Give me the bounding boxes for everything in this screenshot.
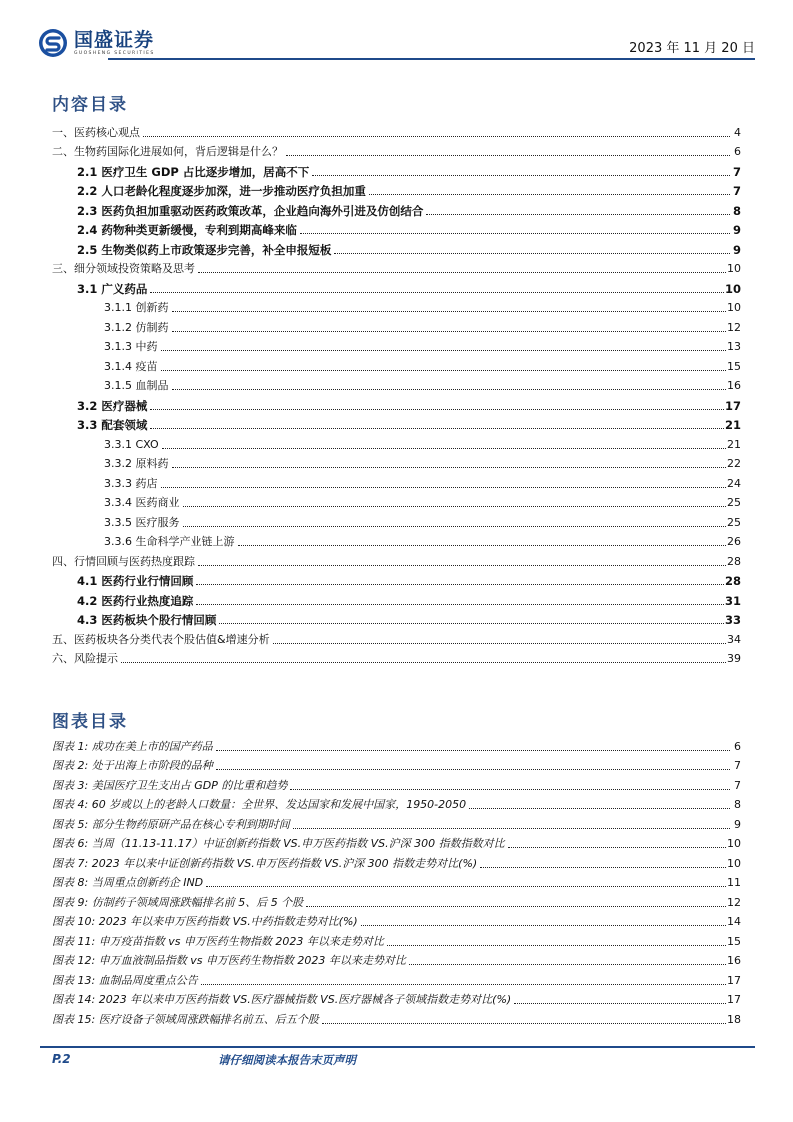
entry-page-number: 16 bbox=[727, 954, 741, 967]
entry-label: 图表 6: 当周（11.13-11.17）中证创新药指数 VS.申万医药指数 VS.沪深 300 指数指数对比 bbox=[52, 837, 505, 850]
entry-page-number: 12 bbox=[727, 895, 741, 909]
entry-page-number: 21 bbox=[724, 418, 741, 432]
dot-leader bbox=[219, 623, 724, 624]
toc-entry[interactable] bbox=[52, 374, 741, 394]
entry-label: 图表 4: 60 岁或以上的老龄人口数量：全世界、发达国家和发展中国家，1950-2050 bbox=[52, 798, 467, 811]
dot-leader bbox=[469, 808, 730, 809]
entry-page-number: 10 bbox=[727, 262, 741, 275]
toc-entry[interactable] bbox=[52, 510, 741, 530]
entry-label: 图表 12: 申万血液制品指数 vs 申万医药生物指数 2023 年以来走势对比 bbox=[52, 954, 406, 967]
dot-leader bbox=[206, 886, 726, 887]
dot-leader bbox=[150, 428, 724, 429]
figure-entry[interactable] bbox=[52, 871, 741, 891]
report-date: 2023 年 11 月 20 日 bbox=[629, 41, 755, 56]
toc-entry[interactable] bbox=[52, 627, 741, 647]
toc-entry[interactable] bbox=[52, 198, 741, 218]
toc-entry[interactable] bbox=[52, 237, 741, 257]
entry-page-number: 33 bbox=[724, 613, 741, 627]
toc-entry[interactable] bbox=[52, 491, 741, 511]
figure-entry[interactable] bbox=[52, 754, 741, 774]
dot-leader bbox=[183, 506, 727, 507]
figure-entry[interactable] bbox=[52, 910, 741, 930]
toc-entry[interactable] bbox=[52, 335, 741, 355]
entry-page-number: 11 bbox=[727, 876, 741, 889]
entry-page-number: 4 bbox=[734, 125, 741, 139]
toc-entry[interactable] bbox=[52, 296, 741, 316]
entry-label: 五、医药板块各分类代表个股估值&增速分析 bbox=[52, 632, 270, 646]
entry-page-number: 7 bbox=[734, 759, 741, 772]
entry-label: 图表 13: 血制品周度重点公告 bbox=[52, 973, 198, 987]
dot-leader bbox=[121, 662, 726, 663]
toc-entry[interactable] bbox=[52, 549, 741, 569]
toc-entry[interactable] bbox=[52, 315, 741, 335]
figure-entry[interactable] bbox=[52, 773, 741, 793]
entry-page-number: 25 bbox=[727, 496, 741, 509]
figure-entry[interactable] bbox=[52, 832, 741, 852]
entry-label: 3.1.5 血制品 bbox=[52, 379, 171, 393]
dot-leader bbox=[172, 311, 727, 312]
figure-entry[interactable] bbox=[52, 890, 741, 910]
toc-entry[interactable] bbox=[52, 354, 741, 374]
entry-page-number: 9 bbox=[732, 223, 741, 237]
dot-leader bbox=[161, 370, 727, 371]
figure-entry[interactable] bbox=[52, 949, 741, 969]
entry-page-number: 25 bbox=[727, 515, 741, 529]
entry-page-number: 17 bbox=[727, 973, 741, 987]
entry-label: 3.1.1 创新药 bbox=[52, 301, 171, 315]
figure-entry[interactable] bbox=[52, 1007, 741, 1027]
entry-label: 3.2 医疗器械 bbox=[52, 399, 149, 413]
entry-page-number: 6 bbox=[734, 145, 741, 158]
dot-leader bbox=[238, 545, 727, 546]
toc-entry[interactable] bbox=[52, 432, 741, 452]
entry-label: 4.1 医药行业行情回顾 bbox=[52, 574, 195, 588]
figure-entry[interactable] bbox=[52, 929, 741, 949]
toc-entry[interactable] bbox=[52, 120, 741, 140]
entry-label: 4.2 医药行业热度追踪 bbox=[52, 594, 195, 608]
entry-label: 二、生物药国际化进展如何，背后逻辑是什么？ bbox=[52, 145, 283, 158]
entry-label: 四、行情回顾与医药热度跟踪 bbox=[52, 554, 195, 568]
toc-entry[interactable] bbox=[52, 179, 741, 199]
toc-entry[interactable] bbox=[52, 257, 741, 277]
dot-leader bbox=[508, 847, 726, 848]
entry-label: 3.1.4 疫苗 bbox=[52, 360, 160, 374]
dot-leader bbox=[198, 565, 726, 566]
entry-page-number: 34 bbox=[727, 632, 741, 646]
figure-entry[interactable] bbox=[52, 988, 741, 1008]
entry-page-number: 31 bbox=[724, 593, 741, 608]
toc-entry[interactable] bbox=[52, 218, 741, 238]
entry-page-number: 24 bbox=[727, 476, 741, 490]
dot-leader bbox=[290, 789, 730, 790]
entry-page-number: 10 bbox=[724, 281, 741, 296]
contents-title: 内容目录 bbox=[52, 95, 128, 115]
figure-entry[interactable] bbox=[52, 812, 741, 832]
logo-chinese-name: 国盛证券 bbox=[74, 29, 155, 51]
entry-label: 图表 5: 部分生物药原研产品在核心专利到期时间 bbox=[52, 817, 290, 831]
entry-page-number: 17 bbox=[727, 993, 741, 1006]
entry-label: 2.1 医疗卫生 GDP 占比逐步增加，居高不下 bbox=[52, 165, 311, 179]
figure-list bbox=[52, 734, 741, 1027]
dot-leader bbox=[172, 331, 727, 332]
entry-label: 图表 15: 医疗设备子领域周涨跌幅排名前五、后五个股 bbox=[52, 1012, 319, 1026]
dot-leader bbox=[293, 828, 730, 829]
entry-page-number: 21 bbox=[727, 437, 741, 451]
entry-page-number: 28 bbox=[727, 554, 741, 568]
entry-page-number: 15 bbox=[727, 934, 741, 948]
entry-label: 3.3.3 药店 bbox=[52, 477, 160, 491]
figure-entry[interactable] bbox=[52, 734, 741, 754]
entry-page-number: 13 bbox=[727, 340, 741, 353]
entry-label: 3.3.5 医疗服务 bbox=[52, 516, 182, 530]
entry-page-number: 39 bbox=[727, 652, 741, 665]
entry-label: 三、细分领域投资策略及思考 bbox=[52, 262, 195, 275]
figure-entry[interactable] bbox=[52, 968, 741, 988]
dot-leader bbox=[183, 526, 727, 527]
entry-page-number: 15 bbox=[727, 359, 741, 373]
entry-label: 3.1 广义药品 bbox=[52, 282, 149, 296]
footer-divider bbox=[40, 1046, 755, 1048]
entry-label: 图表 1: 成功在美上市的国产药品 bbox=[52, 739, 213, 753]
disclaimer-note: 请仔细阅读本报告末页声明 bbox=[218, 1053, 356, 1067]
entry-page-number: 16 bbox=[727, 379, 741, 392]
dot-leader bbox=[273, 643, 726, 644]
entry-page-number: 14 bbox=[727, 915, 741, 928]
dot-leader bbox=[162, 448, 726, 449]
entry-page-number: 8 bbox=[734, 798, 741, 811]
dot-leader bbox=[480, 867, 726, 868]
toc-entry[interactable] bbox=[52, 140, 741, 160]
entry-label: 2.3 医药负担加重驱动医药政策改革，企业趋向海外引进及仿创结合 bbox=[52, 204, 425, 218]
entry-page-number: 9 bbox=[734, 817, 741, 831]
toc-entry[interactable] bbox=[52, 276, 741, 296]
entry-label: 3.3.6 生命科学产业链上游 bbox=[52, 535, 237, 549]
dot-leader bbox=[216, 769, 730, 770]
dot-leader bbox=[161, 350, 727, 351]
dot-leader bbox=[286, 155, 730, 156]
toc-entry[interactable] bbox=[52, 393, 741, 413]
dot-leader bbox=[312, 175, 730, 176]
dot-leader bbox=[150, 409, 724, 410]
entry-label: 图表 8: 当周重点创新药企 IND bbox=[52, 876, 204, 889]
entry-label: 3.3.1 CXO bbox=[52, 438, 161, 452]
entry-page-number: 7 bbox=[732, 184, 741, 198]
entry-page-number: 10 bbox=[727, 856, 741, 870]
dot-leader bbox=[426, 214, 730, 215]
dot-leader bbox=[387, 945, 726, 946]
table-of-contents bbox=[52, 120, 741, 666]
dot-leader bbox=[172, 389, 727, 390]
entry-label: 图表 14: 2023 年以来申万医药指数 VS.医疗器械指数 VS.医疗器械各子领域指数走势对比(%) bbox=[52, 993, 512, 1006]
toc-entry[interactable] bbox=[52, 452, 741, 472]
dot-leader bbox=[196, 584, 724, 585]
entry-page-number: 28 bbox=[724, 574, 741, 588]
entry-label: 一、医药核心观点 bbox=[52, 125, 140, 139]
entry-label: 4.3 医药板块个股行情回顾 bbox=[52, 613, 218, 627]
entry-page-number: 9 bbox=[732, 242, 741, 257]
dot-leader bbox=[409, 964, 726, 965]
entry-page-number: 8 bbox=[732, 203, 741, 218]
toc-entry[interactable] bbox=[52, 647, 741, 667]
dot-leader bbox=[161, 487, 727, 488]
entry-label: 图表 2: 处于出海上市阶段的品种 bbox=[52, 759, 213, 772]
entry-label: 图表 10: 2023 年以来申万医药指数 VS.中药指数走势对比(%) bbox=[52, 915, 358, 928]
header-divider bbox=[108, 58, 755, 60]
toc-entry[interactable] bbox=[52, 530, 741, 550]
dot-leader bbox=[361, 925, 726, 926]
toc-entry[interactable] bbox=[52, 413, 741, 433]
dot-leader bbox=[334, 253, 730, 254]
dot-leader bbox=[201, 984, 726, 985]
figures-title: 图表目录 bbox=[52, 712, 128, 732]
dot-leader bbox=[196, 604, 724, 605]
entry-page-number: 10 bbox=[727, 301, 741, 314]
entry-label: 2.4 药物种类更新缓慢，专利到期高峰来临 bbox=[52, 223, 299, 237]
toc-entry[interactable] bbox=[52, 588, 741, 608]
entry-page-number: 12 bbox=[727, 320, 741, 334]
entry-label: 3.1.3 中药 bbox=[52, 340, 160, 354]
entry-label: 图表 11: 申万疫苗指数 vs 申万医药生物指数 2023 年以来走势对比 bbox=[52, 934, 384, 948]
entry-label: 3.3.4 医药商业 bbox=[52, 496, 182, 510]
entry-page-number: 17 bbox=[724, 398, 741, 413]
entry-label: 3.1.2 仿制药 bbox=[52, 321, 171, 335]
dot-leader bbox=[172, 467, 727, 468]
figure-entry[interactable] bbox=[52, 793, 741, 813]
entry-page-number: 26 bbox=[727, 535, 741, 548]
logo-english-name: GUOSHENG SECURITIES bbox=[74, 51, 155, 56]
entry-page-number: 7 bbox=[734, 778, 741, 792]
page-number: P.2 bbox=[52, 1052, 71, 1066]
dot-leader bbox=[216, 750, 730, 751]
entry-label: 3.3.2 原料药 bbox=[52, 457, 171, 471]
dot-leader bbox=[369, 194, 730, 195]
toc-entry[interactable] bbox=[52, 159, 741, 179]
toc-entry[interactable] bbox=[52, 608, 741, 628]
entry-label: 2.5 生物类似药上市政策逐步完善，补全申报短板 bbox=[52, 243, 333, 257]
entry-label: 图表 9: 仿制药子领域周涨跌幅排名前 5、后 5 个股 bbox=[52, 895, 304, 909]
dot-leader bbox=[300, 233, 730, 234]
toc-entry[interactable] bbox=[52, 471, 741, 491]
dot-leader bbox=[306, 906, 726, 907]
dot-leader bbox=[514, 1003, 726, 1004]
entry-page-number: 18 bbox=[727, 1012, 741, 1026]
entry-label: 2.2 人口老龄化程度逐步加深，进一步推动医疗负担加重 bbox=[52, 184, 368, 198]
toc-entry[interactable] bbox=[52, 569, 741, 589]
figure-entry[interactable] bbox=[52, 851, 741, 871]
entry-label: 图表 7: 2023 年以来中证创新药指数 VS.申万医药指数 VS.沪深 300 指数走势对比(%) bbox=[52, 856, 478, 870]
dot-leader bbox=[198, 272, 726, 273]
entry-page-number: 7 bbox=[732, 164, 741, 179]
entry-page-number: 10 bbox=[727, 837, 741, 850]
entry-page-number: 6 bbox=[734, 739, 741, 753]
dot-leader bbox=[143, 136, 730, 137]
dot-leader bbox=[150, 292, 724, 293]
dot-leader bbox=[322, 1023, 726, 1024]
entry-label: 3.3 配套领域 bbox=[52, 418, 149, 432]
entry-label: 六、风险提示 bbox=[52, 652, 118, 665]
guosheng-logo-icon bbox=[38, 28, 68, 58]
entry-label: 图表 3: 美国医疗卫生支出占 GDP 的比重和趋势 bbox=[52, 778, 288, 792]
entry-page-number: 22 bbox=[727, 457, 741, 470]
company-logo bbox=[38, 25, 155, 61]
